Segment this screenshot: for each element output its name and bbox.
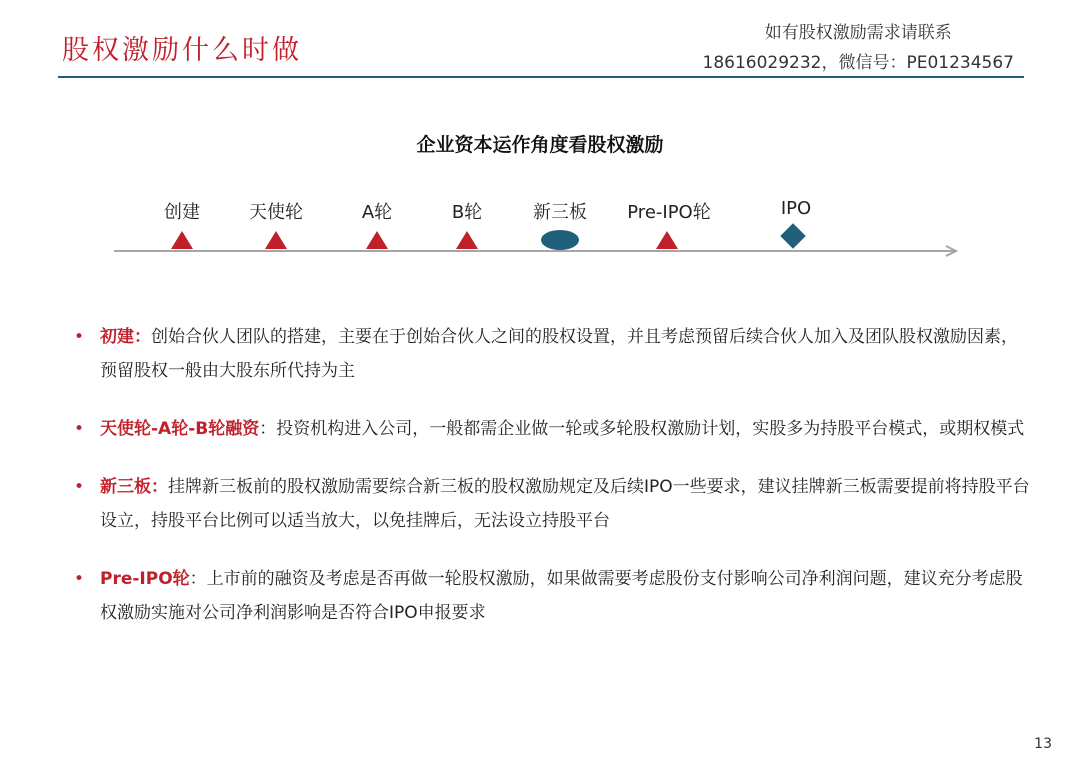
timeline-label-b-round: B轮 bbox=[451, 202, 483, 223]
list-item bbox=[74, 562, 1034, 630]
list-item bbox=[74, 320, 1034, 388]
bullet-text: 上市前的融资及考虑是否再做一轮股权激励，如果做需要考虑股份支付影响公司净利润问题，建议充分考虑股权激励实施对公司净利润影响是否符合IPO申报要求 bbox=[100, 569, 1023, 623]
bullet-separator: ： bbox=[189, 569, 207, 589]
bullet-text: 挂牌新三板前的股权激励需要综合新三板的股权激励规定及后续IPO一些要求，建议挂牌新三板需要提前将持股平台设立，持股平台比例可以适当放大，以免挂牌后，无法设立持股平台 bbox=[100, 477, 1030, 531]
timeline-marker-triangle-icon bbox=[366, 231, 388, 249]
list-item bbox=[74, 470, 1034, 538]
bullet-dot-icon: • bbox=[74, 477, 85, 497]
contact-line-1: 如有股权激励需求请联系 bbox=[764, 23, 952, 43]
timeline-label-a-round: A轮 bbox=[361, 202, 393, 223]
bullet-text: 投资机构进入公司，一般都需企业做一轮或多轮股权激励计划，实股多为持股平台模式，或期权模式 bbox=[276, 419, 1025, 439]
timeline-marker-ellipse-icon bbox=[541, 230, 579, 250]
contact-line-2: 18616029232，微信号：PE01234567 bbox=[702, 53, 1014, 73]
timeline-label-ipo: IPO bbox=[780, 198, 812, 219]
timeline-marker-triangle-icon bbox=[656, 231, 678, 249]
timeline-marker-triangle-icon bbox=[456, 231, 478, 249]
bullet-dot-icon: • bbox=[74, 419, 85, 439]
bullet-dot-icon: • bbox=[74, 327, 85, 347]
bullet-separator: ： bbox=[151, 477, 168, 497]
bullet-text: 创始合伙人团队的搭建，主要在于创始合伙人之间的股权设置，并且考虑预留后续合伙人加入及团队股权激励因素，预留股权一般由大股东所代持为主 bbox=[100, 327, 1018, 381]
bullet-list bbox=[74, 320, 1034, 654]
bullet-separator: ： bbox=[259, 419, 277, 439]
timeline-axis-arrow bbox=[114, 244, 964, 258]
timeline-label-xinsanban: 新三板 bbox=[533, 202, 587, 223]
header-divider bbox=[58, 76, 1024, 78]
timeline-marker-triangle-icon bbox=[265, 231, 287, 249]
page-title: 股权激励什么时做 bbox=[62, 35, 302, 66]
timeline-label-pre-ipo: Pre-IPO轮 bbox=[627, 202, 711, 223]
bullet-separator: ： bbox=[134, 327, 151, 347]
list-item bbox=[74, 412, 1034, 446]
bullet-dot-icon: • bbox=[74, 569, 85, 589]
timeline-label-tianshilun: 天使轮 bbox=[249, 202, 303, 223]
section-subtitle: 企业资本运作角度看股权激励 bbox=[416, 134, 664, 156]
contact-info bbox=[703, 18, 1015, 78]
page-number: 13 bbox=[1034, 736, 1052, 752]
bullet-term: 新三板 bbox=[100, 477, 151, 497]
timeline-label-chuangjian: 创建 bbox=[164, 202, 200, 223]
bullet-term: Pre-IPO轮 bbox=[100, 569, 190, 589]
bullet-term: 初建 bbox=[100, 327, 134, 347]
bullet-term: 天使轮-A轮-B轮融资 bbox=[100, 419, 260, 439]
timeline-marker-triangle-icon bbox=[171, 231, 193, 249]
